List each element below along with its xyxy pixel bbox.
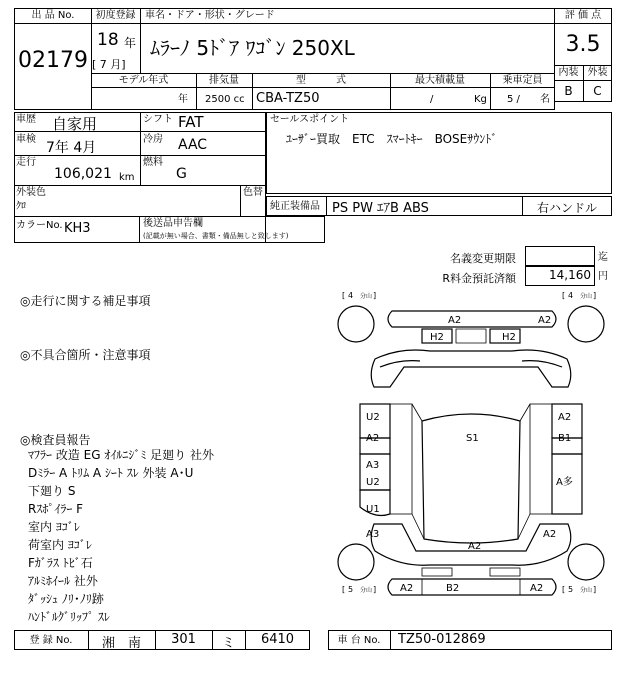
exterior-color-label: 外装色: [16, 187, 46, 198]
exterior-label: 外装: [587, 67, 608, 78]
inspector-title: ◎検査員報告: [20, 433, 91, 447]
score-value: 3.5: [565, 32, 601, 57]
svg-text:]: ]: [373, 291, 377, 300]
max-load-label: 最大積載量: [415, 75, 465, 86]
capacity-unit: 名: [540, 94, 550, 105]
interior-grade: B: [564, 84, 573, 98]
mark-rear-door-right: A2: [558, 412, 572, 423]
lot-label: 出 品 No.: [31, 10, 75, 21]
tire-fr-value: 5: [568, 585, 574, 594]
tire-rear-right: [568, 306, 604, 342]
mark-rear-quarter-right: B1: [558, 433, 572, 444]
post-report-label: 後送品申告欄: [143, 218, 203, 229]
name-change-unit: 迄: [598, 252, 608, 263]
mark-front-bumper-left: A2: [400, 583, 414, 594]
equipment-label: 純正装備品: [270, 201, 320, 212]
inspector-line: Fｶﾞﾗｽ ﾄﾋﾞ石: [28, 556, 93, 570]
chassis-number: TZ50-012869: [398, 632, 486, 647]
recycle-unit: 円: [598, 271, 608, 282]
mark-roof: S1: [466, 433, 479, 444]
mark-hood: A2: [468, 541, 482, 552]
svg-text:[: [: [562, 291, 566, 300]
sales-label: セールスポイント: [270, 114, 350, 125]
post-report-note: (記載が無い場合、書類・備品無しと致します): [143, 232, 289, 240]
tire-front-left: [338, 544, 374, 580]
car-name: ﾑﾗｰﾉ 5ﾄﾞｱ ﾜｺﾞﾝ 250XL: [150, 36, 355, 60]
repaint-label: 色替: [243, 187, 263, 198]
recycle-value: 14,160: [549, 268, 591, 282]
capacity: 5 /: [507, 94, 520, 105]
lot-number: 02179: [18, 48, 88, 73]
registration-class: 301: [171, 632, 196, 647]
mark-mid-left-1: A3: [366, 460, 380, 471]
inspector-line: 室内 ﾖｺﾞﾚ: [28, 520, 80, 534]
mark-front-door-left: U1: [366, 504, 380, 515]
name-change-label: 名義変更期限: [450, 252, 516, 265]
svg-text:]: ]: [593, 291, 597, 300]
mark-rear-door-left: U2: [366, 412, 380, 423]
fuel-label: 燃料: [143, 157, 163, 168]
recycle-label: R料金預託済額: [442, 272, 516, 285]
history-label: 車歴: [16, 114, 36, 125]
model-year-label: モデル年式: [118, 75, 169, 86]
svg-text:[: [: [342, 291, 346, 300]
mark-front-fender-right: A2: [543, 529, 557, 540]
registration-number: 6410: [260, 632, 295, 647]
svg-text:]: ]: [593, 585, 597, 594]
inspector-line: 荷室内 ﾖｺﾞﾚ: [28, 538, 92, 552]
mark-rear-bumper-left: A2: [448, 315, 462, 326]
tire-rr-value: 4: [568, 291, 574, 300]
registration-label: 登 録 No.: [29, 635, 73, 646]
inspector-line: Rｽﾎﾟｲﾗｰ F: [28, 502, 84, 516]
steering-value: 右ハンドル: [536, 201, 597, 215]
inspector-line: ﾊﾝﾄﾞﾙｸﾞﾘｯﾌﾟ ｽﾚ: [28, 610, 110, 624]
fuel-value: G: [176, 166, 187, 182]
shift-label: シフト: [143, 114, 173, 125]
equipment-value: PS PW ｴｱB ABS: [332, 201, 429, 216]
svg-text:[: [: [342, 585, 346, 594]
first-reg-year: 18: [97, 30, 119, 50]
exterior-color-value: ｸﾛ: [16, 201, 26, 212]
svg-text:]: ]: [373, 585, 377, 594]
driving-remarks-title: ◎走行に関する補足事項: [20, 294, 151, 308]
mileage-unit: km: [119, 172, 135, 183]
tire-fl-value: 5: [348, 585, 354, 594]
history-value: 自家用: [52, 115, 98, 133]
model-label: 車名・ドア・形状・グレード: [145, 10, 275, 21]
mark-front-bumper-center: B2: [446, 583, 460, 594]
sales-text: ﾕｰｻﾞｰ買取 ETC ｽﾏｰﾄｷｰ BOSEｻｳﾝﾄﾞ: [286, 132, 498, 146]
first-reg-label: 初度登録: [95, 10, 136, 21]
inspector-line: ﾀﾞｯｼｭ ﾉﾘ･ﾉﾘ跡: [28, 592, 104, 606]
inspection-value: 7年 4月: [46, 140, 97, 156]
inspector-line: ﾏﾌﾗｰ 改造 EG ｵｲﾙﾆｼﾞﾐ 足廻り 社外: [28, 448, 214, 462]
inspector-line: ｱﾙﾐﾎｲｰﾙ 社外: [28, 574, 98, 588]
mark-tail-left: H2: [430, 332, 444, 343]
svg-text:[: [: [562, 585, 566, 594]
displacement-label: 排気量: [209, 75, 239, 86]
tire-rl-value: 4: [348, 291, 354, 300]
svg-text:分山: 分山: [580, 293, 593, 300]
svg-text:分山: 分山: [360, 587, 373, 594]
mark-tail-right: H2: [502, 332, 516, 343]
registration-kana: ミ: [221, 636, 235, 651]
mark-rear-bumper-right: A2: [538, 315, 552, 326]
defects-title: ◎不具合箇所・注意事項: [20, 348, 151, 362]
mileage-label: 走行: [16, 157, 36, 168]
body-rear-outline: [371, 350, 571, 387]
max-load: /: [430, 94, 434, 105]
ac-label: 冷房: [143, 134, 163, 145]
svg-text:分山: 分山: [580, 587, 593, 594]
rear-bumper: [388, 311, 556, 327]
inspector-line: 下廻り S: [28, 484, 76, 498]
mark-rear-quarter-left: A2: [366, 433, 380, 444]
name-change-field: [525, 246, 595, 266]
mileage-value: 106,021: [54, 166, 112, 182]
color-no-label: カラーNo.: [16, 220, 63, 231]
chassis-label: 車 台 No.: [337, 635, 381, 646]
type-label: 型 式: [296, 75, 346, 86]
mark-front-bumper-right: A2: [530, 583, 544, 594]
tire-front-right: [568, 544, 604, 580]
svg-text:分山: 分山: [360, 293, 373, 300]
registration-area: 湘 南: [101, 636, 141, 651]
ac-value: AAC: [178, 137, 208, 153]
mark-front-fender-left: A3: [366, 529, 380, 540]
year-unit: 年: [124, 36, 137, 50]
interior-label: 内装: [558, 67, 579, 78]
mark-mid-left-2: U2: [366, 477, 380, 488]
displacement: 2500 cc: [205, 94, 245, 105]
mark-mid-right: A多: [556, 477, 573, 488]
max-load-unit: Kg: [474, 94, 487, 105]
tire-rear-left: [338, 306, 374, 342]
inspection-label: 車検: [16, 134, 36, 145]
score-label: 評 価 点: [564, 10, 602, 21]
shift-value: FAT: [178, 113, 204, 131]
capacity-label: 乗車定員: [502, 75, 543, 86]
exterior-grade: C: [593, 84, 602, 98]
model-year-unit: 年: [178, 94, 188, 105]
first-reg-month: [ 7 月]: [92, 58, 126, 71]
damage-diagram: [330, 289, 612, 629]
color-no-value: KH3: [64, 221, 91, 236]
model-type: CBA-TZ50: [256, 91, 320, 106]
inspector-line: Dﾐﾗｰ A ﾄﾘﾑ A ｼｰﾄ ｽﾚ 外装 A･U: [28, 466, 194, 480]
